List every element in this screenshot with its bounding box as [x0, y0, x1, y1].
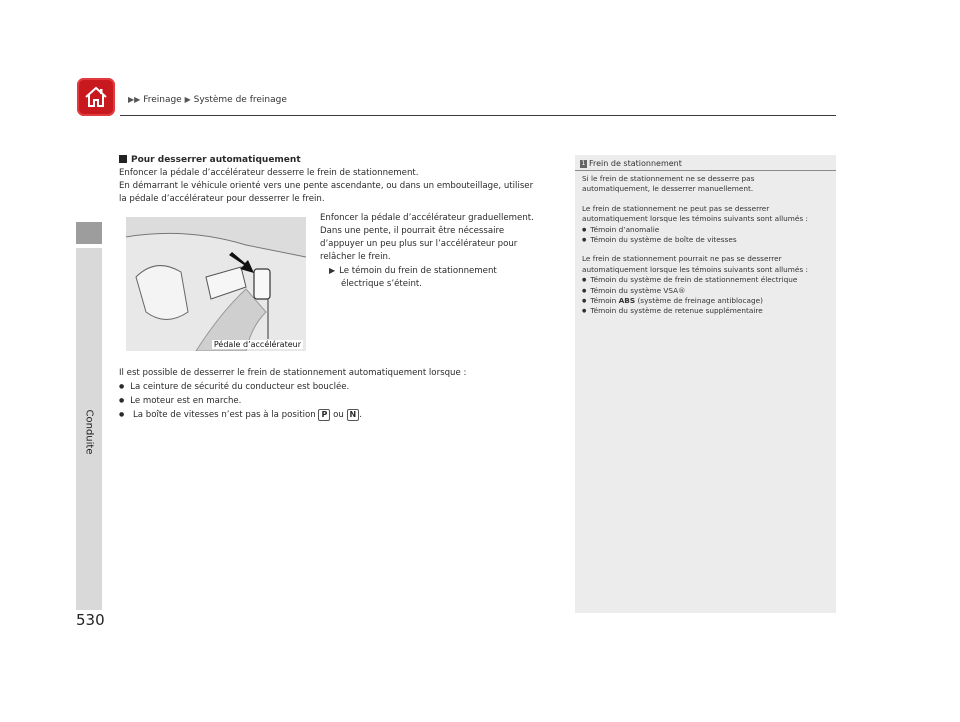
intro-text: la pédale d’accélérateur pour desserrer le frein.: [119, 194, 325, 204]
conditions-intro: Il est possible de desserrer le frein de stationnement automatiquement lorsque :: [119, 368, 467, 378]
breadcrumb-item[interactable]: Freinage: [143, 95, 182, 105]
square-bullet-icon: [119, 155, 127, 163]
note-text: Si le frein de stationnement ne se desserre pas: [582, 174, 755, 183]
instruction-text: relâcher le frein.: [320, 252, 391, 262]
home-icon: [83, 84, 109, 110]
intro-text: En démarrant le véhicule orienté vers une pente ascendante, ou dans un embouteillage, utiliser: [119, 181, 534, 191]
result-arrow-icon: ▶: [329, 266, 336, 275]
result-line: ▶ Le témoin du frein de stationnement: [329, 266, 497, 276]
list-item: ● Témoin du système de boîte de vitesses: [582, 235, 829, 245]
home-button[interactable]: [77, 78, 115, 116]
chapter-tab-cap: [76, 222, 102, 244]
instruction-block: [320, 212, 560, 291]
list-item: ● Témoin d’anomalie: [582, 225, 829, 235]
list-item: ● La boîte de vitesses n’est pas à la position P ou N .: [119, 408, 569, 422]
list-item: ● Témoin du système de retenue supplémentaire: [582, 306, 829, 316]
list-item: ● La ceinture de sécurité du conducteur est bouclée.: [119, 380, 569, 394]
gear-n-key: N: [347, 409, 360, 421]
page-number: 530: [76, 611, 105, 629]
note-number: 1: [581, 160, 586, 167]
note-header: [575, 155, 836, 171]
instruction-text: Enfoncer la pédale d’accélérateur graduellement.: [320, 213, 534, 223]
section-title: Pour desserrer automatiquement: [119, 154, 569, 167]
breadcrumb-arrow-icon: ▶: [184, 95, 191, 104]
chapter-label[interactable]: Conduite: [83, 409, 95, 455]
note-text: automatiquement, le desserrer manuellement.: [582, 184, 754, 194]
note-text: Le frein de stationnement pourrait ne pas se desserrer: [582, 254, 782, 264]
list-item: ● Témoin du système de frein de stationnement électrique: [582, 275, 829, 285]
breadcrumb-item[interactable]: Système de freinage: [193, 95, 287, 105]
main-content: [119, 154, 569, 206]
note-text: automatiquement lorsque les témoins suivants sont allumés :: [582, 214, 808, 224]
breadcrumb-arrow-icon: ▶▶: [128, 95, 141, 104]
header-divider: [120, 115, 836, 116]
note-text: Le frein de stationnement ne peut pas se desserrer: [582, 203, 770, 213]
gear-p-key: P: [318, 409, 330, 421]
note-panel: [575, 155, 836, 613]
instruction-text: Dans une pente, il pourrait être nécessaire: [320, 226, 505, 236]
list-item: ● Le moteur est en marche.: [119, 394, 569, 408]
result-line: électrique s’éteint.: [341, 279, 422, 289]
instruction-text: d’appuyer un peu plus sur l’accélérateur pour: [320, 239, 518, 249]
conditions-block: [119, 367, 569, 422]
note-text: automatiquement lorsque les témoins suivants sont allumés :: [582, 264, 808, 274]
accelerator-pedal-illustration: [126, 217, 306, 351]
note-body: [575, 171, 836, 320]
note-title: Frein de stationnement: [589, 159, 682, 168]
illustration-label: Pédale d’accélérateur: [213, 340, 301, 349]
list-item: ● Témoin du système VSA®: [582, 286, 829, 296]
list-item: ● Témoin ABS (système de freinage antiblocage): [582, 296, 829, 306]
intro-text: Enfoncer la pédale d’accélérateur desserre le frein de stationnement.: [119, 168, 419, 178]
breadcrumb: [128, 95, 287, 105]
